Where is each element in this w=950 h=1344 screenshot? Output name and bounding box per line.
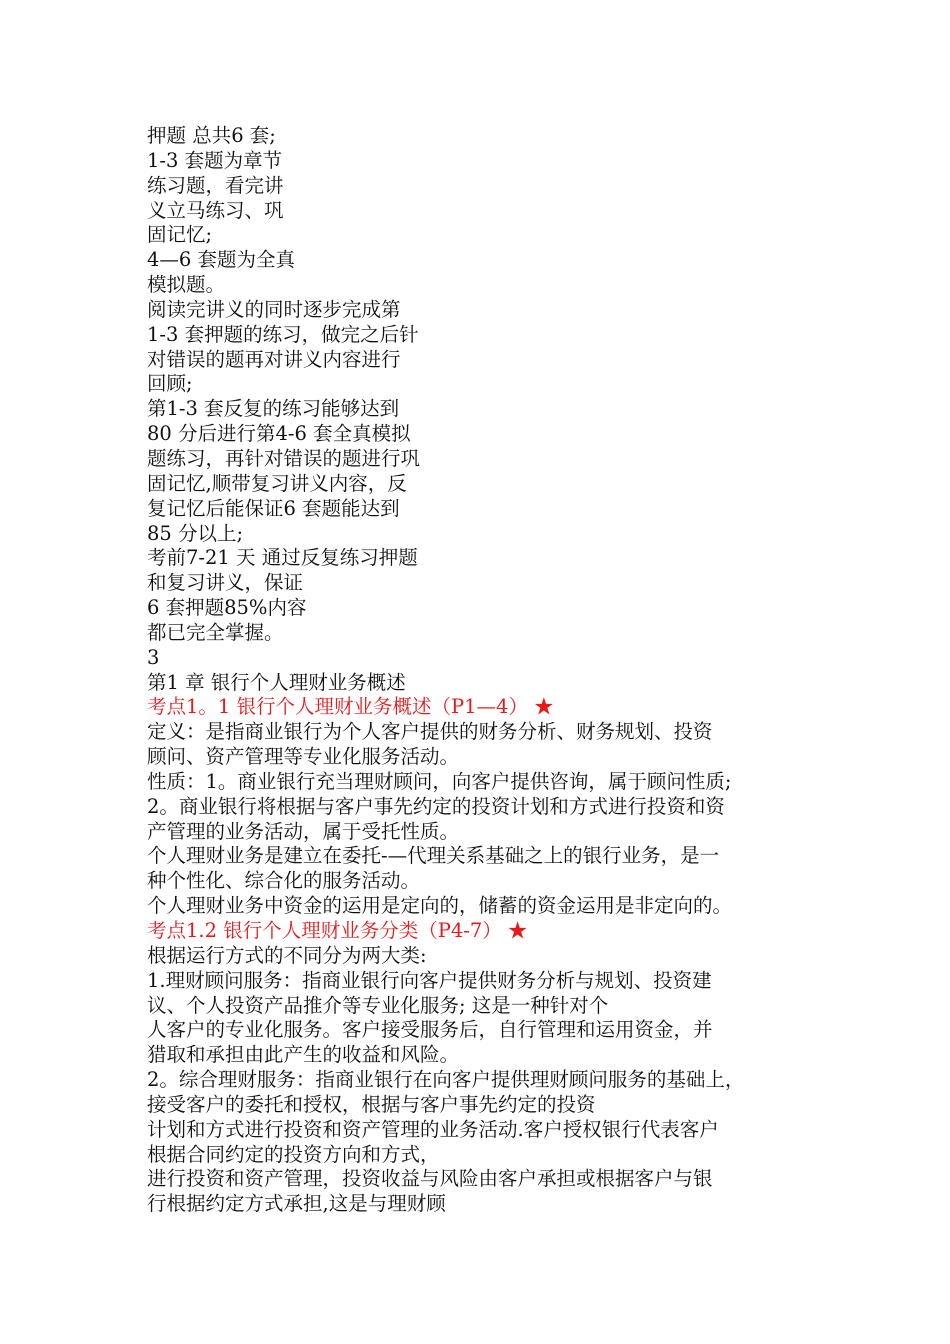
text-line: 性质：1。商业银行充当理财顾问，向客户提供咨询，属于顾问性质; [147,769,732,793]
text-line: 都已完全掌握。 [147,620,284,644]
document-body [147,124,867,1217]
text-line: 1-3 套押题的练习，做完之后针 [147,322,419,346]
text-line: 题练习，再针对错误的题进行巩 [147,446,421,470]
text-line: 个人理财业务是建立在委托-—代理关系基础之上的银行业务，是一 [147,844,720,868]
text-line: 顾问、资产管理等专业化服务活动。 [147,745,460,769]
text-line: 固记忆,顺带复习讲义内容，反 [147,471,407,495]
text-line: 回顾; [147,372,193,396]
text-line: 和复习讲义，保证 [147,571,304,595]
section-heading: 考点1.2 银行个人理财业务分类（P4-7） ★ [147,919,528,942]
section-heading: 考点1。1 银行个人理财业务概述（P1—4） ★ [147,695,554,719]
text-line: 考前7-21 天 通过反复练习押题 [147,546,418,570]
text-line: 计划和方式进行投资和资产管理的业务活动.客户授权银行代表客户 [147,1117,719,1141]
text-line: 产管理的业务活动，属于受托性质。 [147,819,460,843]
text-line: 2。综合理财服务：指商业银行在向客户提供理财顾问服务的基础上， [147,1068,745,1092]
text-line: 猎取和承担由此产生的收益和风险。 [147,1043,460,1067]
text-line: 80 分后进行第4-6 套全真模拟 [147,422,411,446]
text-line: 定义：是指商业银行为个人客户提供的财务分析、财务规划、投资 [147,720,713,744]
text-line: 人客户的专业化服务。客户接受服务后，自行管理和运用资金，并 [147,1018,713,1042]
text-line: 接受客户的委托和授权，根据与客户事先约定的投资 [147,1092,596,1116]
text-line: 第1-3 套反复的练习能够达到 [147,397,400,421]
text-line: 议、个人投资产品推介等专业化服务; 这是一种针对个 [147,993,609,1017]
text-line: 第1 章 银行个人理财业务概述 [147,670,406,694]
text-line: 4—6 套题为全真 [147,248,296,272]
text-line: 根据合同约定的投资方向和方式， [147,1142,440,1166]
text-line: 3 [147,645,160,669]
text-line: 对错误的题再对讲义内容进行 [147,347,401,371]
text-line: 复记忆后能保证6 套题能达到 [147,496,400,520]
text-line: 85 分以上; [147,521,244,545]
text-line: 1-3 套题为章节 [147,148,283,172]
text-line: 6 套押题85%内容 [147,596,307,620]
text-line: 押题 总共6 套; [147,124,276,147]
text-line: 练习题，看完讲 [147,173,284,197]
text-line: 模拟题。 [147,273,226,297]
text-line: 个人理财业务中资金的运用是定向的，储蓄的资金运用是非定向的。 [147,894,733,918]
text-line: 进行投资和资产管理，投资收益与风险由客户承担或根据客户与银 [147,1167,713,1191]
text-line: 种个性化、综合化的服务活动。 [147,869,421,893]
text-line: 固记忆; [147,223,213,247]
text-line: 1.理财顾问服务：指商业银行向客户提供财务分析与规划、投资建 [147,968,712,992]
text-line: 义立马练习、巩 [147,198,284,222]
text-line: 根据运行方式的不同分为两大类: [147,943,427,967]
text-line: 行根据约定方式承担,这是与理财顾 [147,1192,446,1216]
text-line: 2。商业银行将根据与客户事先约定的投资计划和方式进行投资和资 [147,794,725,818]
text-line: 阅读完讲义的同时逐步完成第 [147,297,401,321]
